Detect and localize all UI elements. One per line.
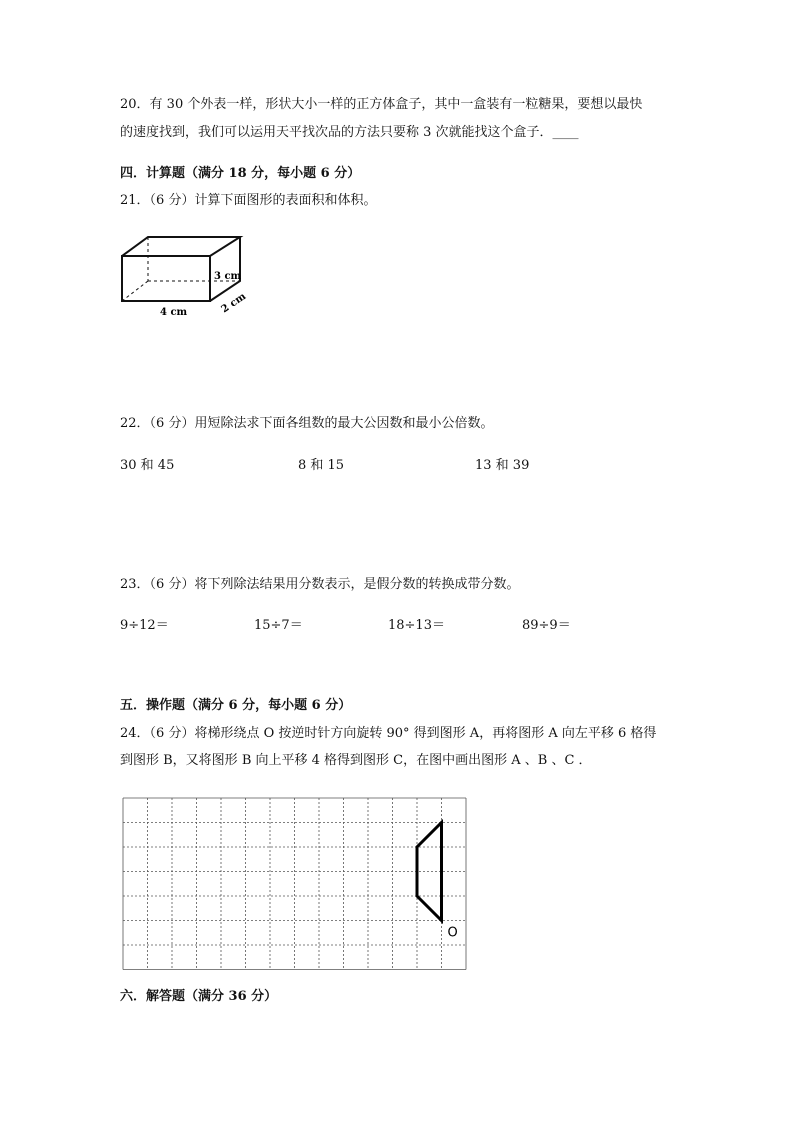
q23-item-4: 89÷9＝	[522, 618, 571, 633]
q20-line-2: 的速度找到，我们可以运用天平找次品的方法只要称 3 次就能找这个盒子．____	[120, 125, 579, 140]
q23-item-3: 18÷13＝	[388, 618, 445, 633]
section-4-title: 四．计算题（满分 18 分，每小题 6 分）	[120, 166, 361, 181]
section-6-title: 六．解答题（满分 36 分）	[120, 989, 278, 1004]
q22-item-3: 13 和 39	[475, 458, 530, 473]
q21-text: 21．（6 分）计算下面图形的表面积和体积。	[120, 193, 377, 208]
q23-item-2: 15÷7＝	[254, 618, 303, 633]
section-5-title: 五．操作题（满分 6 分，每小题 6 分）	[120, 698, 352, 713]
point-o-label: O	[447, 925, 458, 941]
width-label: 2 cm	[219, 291, 249, 316]
q22-text: 22．（6 分）用短除法求下面各组数的最大公因数和最小公倍数。	[120, 416, 494, 431]
cuboid-hidden-edge-depth	[122, 281, 148, 301]
length-label: 4 cm	[160, 307, 188, 318]
q22-item-2: 8 和 15	[298, 458, 345, 473]
q23-text: 23．（6 分）将下列除法结果用分数表示，是假分数的转换成带分数。	[120, 577, 520, 592]
height-label: 3 cm	[214, 271, 242, 282]
q23-item-1: 9÷12＝	[120, 618, 169, 633]
q20-line-1: 20．有 30 个外表一样，形状大小一样的正方体盒子，其中一盒装有一粒糖果，要想以最快	[120, 97, 643, 112]
cuboid-figure	[110, 228, 260, 323]
q24-line-1: 24．（6 分）将梯形绕点 O 按逆时针方向旋转 90° 得到图形 A，再将图形 A 向左平移 6 格得	[120, 726, 657, 741]
cuboid-top-face	[122, 237, 240, 256]
grid-lines	[123, 798, 466, 970]
cuboid-front-face	[122, 256, 210, 301]
q24-line-2: 到图形 B，又将图形 B 向上平移 4 格得到图形 C，在图中画出图形 A 、B 、C ．	[120, 753, 592, 768]
rotation-grid	[122, 797, 472, 965]
q22-item-1: 30 和 45	[120, 458, 175, 473]
